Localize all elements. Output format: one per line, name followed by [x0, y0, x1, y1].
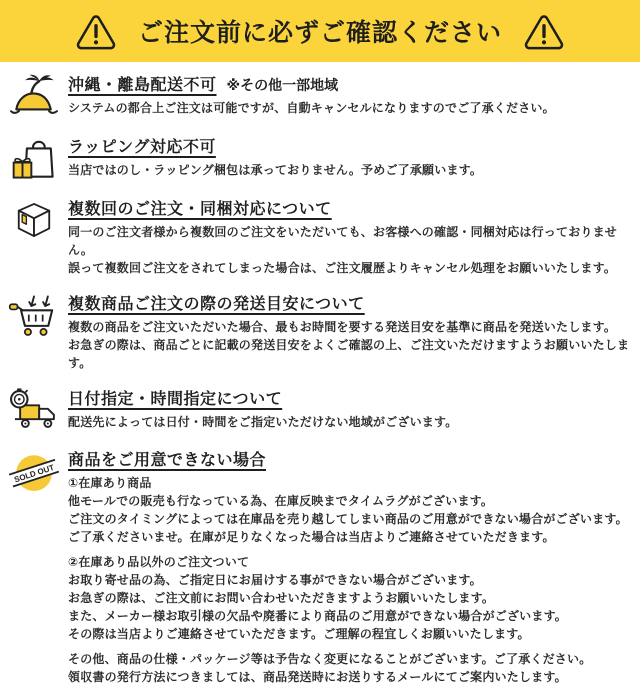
section-title: 日付指定・時間指定について	[68, 391, 283, 408]
section-body-line: ②在庫あり品以外のご注文ついて	[68, 555, 250, 569]
section-body-line: また、メーカー様お取引様の欠品や廃番により商品のご用意ができない場合がございます。	[68, 609, 568, 623]
sold-out-label: SOLD OUT	[13, 463, 56, 485]
section-okinawa-shipping	[0, 72, 632, 120]
section-body-line: 他モールでの販売も行なっている為、在庫反映までタイムラグがございます。	[68, 494, 494, 508]
section-body-line: 同一のご注文者様から複数回のご注文をいただいても、お客様への確認・同梱対応は行っておりません。	[68, 225, 618, 257]
box-icon	[0, 196, 68, 277]
warning-triangle-icon	[524, 13, 564, 50]
section-body-line: ①在庫あり商品	[68, 476, 152, 490]
section-body-line: その他、商品の仕様・パッケージ等は予告なく変更になることがございます。ご了承ください。	[68, 652, 592, 666]
section-body-line: 複数の商品をご注文いただいた場合、最もお時間を要する発送目安を基準に商品を発送いたします。	[68, 320, 617, 334]
section-date-time	[0, 386, 632, 433]
cart-icon	[0, 291, 68, 372]
section-title: ラッピング対応不可	[68, 139, 216, 156]
section-body-line: お取り寄せ品の為、ご指定日にお届けする事ができない場合がございます。	[68, 573, 482, 587]
truck-clock-icon	[0, 386, 68, 433]
section-body-line: 当店ではのし・ラッピング梱包は承っておりません。予めご了承願います。	[68, 163, 483, 177]
notice-list	[0, 62, 640, 686]
section-out-of-stock	[0, 447, 632, 686]
paragraph-backorder	[68, 553, 632, 643]
island-icon	[0, 72, 68, 120]
section-title: 複数回のご注文・同梱対応について	[68, 201, 332, 218]
section-body-line: 配送先によっては日付・時間をご指定いただけない地域がございます。	[68, 415, 458, 429]
section-title: 沖縄・離島配送不可	[68, 77, 217, 94]
gift-bag-icon	[0, 134, 68, 182]
warning-triangle-icon	[76, 13, 116, 50]
section-body-line: その際は当店よりご連絡させていただきます。ご理解の程宜しくお願いいたします。	[68, 627, 530, 641]
sold-out-icon	[0, 447, 68, 686]
section-title: 商品をご用意できない場合	[68, 452, 267, 469]
section-body-line: お急ぎの際は、商品ごとに記載の発送目安をよくご確認の上、ご注文いただけますようお願いいたします。	[68, 338, 630, 370]
paragraph-in-stock	[68, 474, 632, 546]
paragraph-other-notes	[68, 650, 632, 686]
section-body-line: お急ぎの際は、ご注文前にお問い合わせいただきますようお願いいたします。	[68, 591, 495, 605]
section-body-line: ご了承くださいませ。在庫が足りなくなった場合は当店よりご連絡させていただきます。	[68, 530, 555, 544]
section-body-line: 領収書の発行方法につきましては、商品発送時にお送りするメールにてご案内いたします。	[68, 670, 567, 684]
section-no-wrapping	[0, 134, 632, 182]
page-title: ご注文前に必ずご確認ください	[137, 19, 502, 47]
section-title: 複数商品ご注文の際の発送目安について	[68, 296, 365, 313]
section-multiple-orders	[0, 196, 632, 277]
section-shipping-estimate	[0, 291, 632, 372]
section-body-line: システムの都合上ご注文は可能ですが、自動キャンセルになりますのでご了承ください。	[68, 101, 555, 115]
warning-banner	[0, 0, 640, 62]
section-body-line: 誤って複数回ご注文をされてしまった場合は、ご注文履歴よりキャンセル処理をお願いいたします。	[68, 261, 617, 275]
section-title-suffix: ※その他一部地域	[226, 77, 339, 93]
section-body-line: ご注文のタイミングによっては在庫品を売り越してしまい商品のご用意ができない場合がございます。	[68, 512, 628, 526]
